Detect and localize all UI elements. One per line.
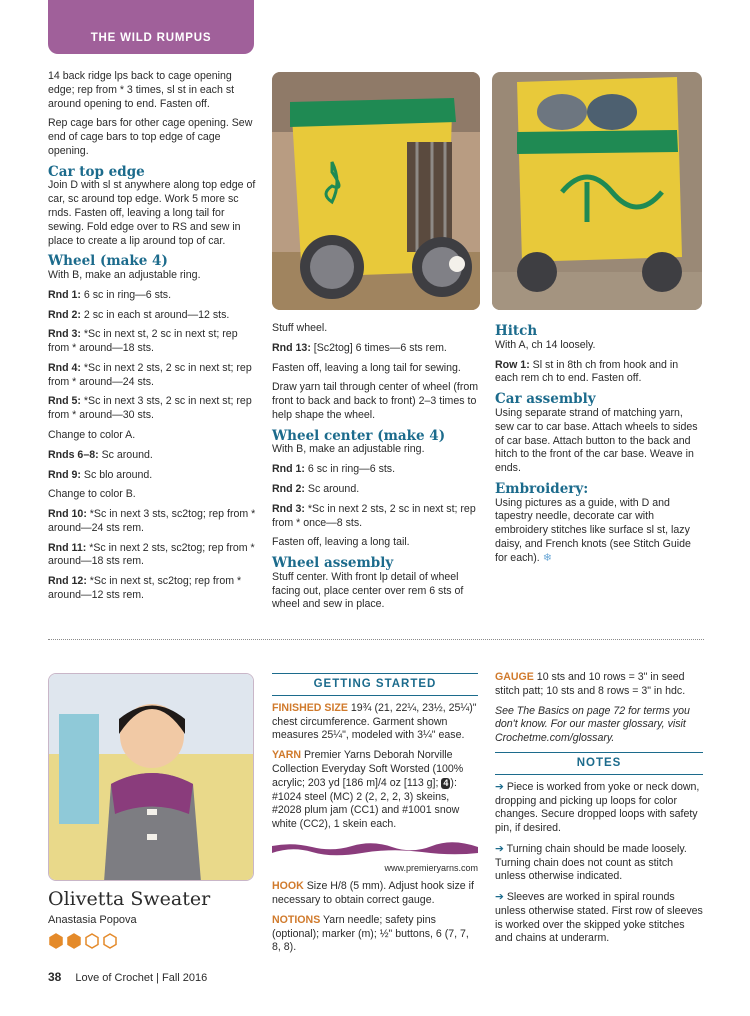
embroidery-text: Using pictures as a guide, with D and tapestry needle, decorate car with embroidery stitches like surface sl st, lazy daisy, and French knots (see Stitch Guide for each). [495,496,691,564]
wheel-round-label: Rnd 9: [48,468,81,481]
gauge-info [495,671,703,699]
skill-hex-2 [68,934,80,948]
wheel-round-text: 6 sc in ring—6 sts. [80,288,172,301]
page-number: 38 [48,970,62,984]
hook-text: Size H/8 (5 mm). Adjust hook size if necessary to obtain correct gauge. [272,880,474,907]
skill-level-icons [48,933,128,949]
wheel-round [48,469,258,483]
basics-note: See The Basics on page 72 for terms you don't know. For our master glossary, visit Crochetme.com/glossary. [495,704,690,745]
text-center-rnd-2 [272,483,482,497]
finished-size-label: FINISHED SIZE [272,701,348,714]
wheel-round [48,362,258,390]
wheel-round [48,449,258,463]
photo-car-back [492,72,702,310]
text-wheel-intro: With B, make an adjustable ring. [48,269,201,282]
center-rnd-3-text: *Sc in next 2 sts, 2 sc in next st; rep from * once—8 sts. [272,502,476,529]
section-title: THE WILD RUMPUS [90,32,212,45]
column-middle [272,322,482,618]
yarn-swatch [272,838,478,858]
finished-size-text: 19¾ (21, 22¼, 23½, 25¼)" chest circumference. Garment shown measures 25¼", modeled with 3¼" ease. [272,701,477,742]
text-center-rnd-1 [272,463,482,477]
wheel-round-label: Rnd 1: [48,288,81,301]
wheel-round-label: Rnd 12: [48,575,87,588]
text-rep-cage-bars: Rep cage bars for other cage opening. Sew end of cage bars to top edge of cage opening. [48,117,253,157]
rnd-13-label: Rnd 13: [272,341,311,354]
column-right [495,322,703,571]
car-back-illustration [492,72,702,310]
text-cage-bars: 14 back ridge lps back to cage opening edge; rep from * 3 times, sl st in each st around opening to end. Fasten off. [48,70,235,110]
gauge-text: 10 sts and 10 rows = 3" in seed stitch patt; 10 sts and 8 rows = 3" in hdc. [495,671,686,697]
text-car-assembly: Using separate strand of matching yarn, sew car to car base. Attach wheels to sides of car base. Attach button to the back and hitch to the front of the car base. Weave in ends. [495,406,698,475]
wheel-round [48,395,258,423]
wheel-round [48,575,258,603]
arrow-icon: ➔ [495,780,504,793]
note-text: Sleeves are worked in spiral rounds unless otherwise stated. First row of sleeves is worked over the skipped yoke stitches and chains at underarm. [495,891,703,945]
skill-hex-4 [104,934,116,948]
issue-date: | Fall 2016 [153,972,208,984]
wheel-round [48,309,258,323]
note-item [495,781,703,836]
wheel-round [48,488,258,502]
notions-info [272,914,478,955]
text-fasten-off: Fasten off, leaving a long tail for sewing. [272,361,461,374]
wheel-round-label: Rnd 10: [48,508,87,521]
pattern-info [48,887,254,949]
skill-hex-3 [86,934,98,948]
heading-wheel: Wheel (make 4) [48,253,168,270]
column-left [48,70,258,609]
text-center-fasten: Fasten off, leaving a long tail. [272,536,410,549]
skill-hex-1 [50,934,62,948]
yarn-url: www.premieryarns.com [384,862,478,873]
yarn-text: Premier Yarns Deborah Norville Collection Everyday Soft Worsted (100% acrylic; 203 yd [186 m]/4 oz [113 g]; [272,749,464,789]
heading-wheel-center: Wheel center (make 4) [272,427,446,444]
heading-car-top-edge: Car top edge [48,163,145,180]
hook-label: HOOK [272,880,304,893]
wheel-rounds [48,289,258,603]
heading-hitch: Hitch [495,323,538,339]
note-item [495,891,703,946]
wheel-round-label: Rnds 6–8: [48,448,99,461]
wheel-round-text: *Sc in next 3 sts, 2 sc in next st; rep from * around—30 sts. [48,395,252,422]
center-rnd-1-text: 6 sc in ring—6 sts. [304,463,396,476]
text-wheel-assembly: Stuff center. With front lp detail of wheel facing out, place center over rem 6 sts of wheel and sew in place. [272,570,464,611]
section-tab [48,0,254,54]
wheel-round-label: Rnd 2: [48,308,81,321]
wheel-round-label: Rnd 11: [48,541,87,554]
pattern-title: Olivetta Sweater [48,888,211,910]
notes-list [495,781,703,946]
page-footer [48,970,207,986]
center-rnd-2-text: Sc around. [304,482,360,495]
wheel-round [48,429,258,443]
gauge-label: GAUGE [495,671,534,683]
text-embroidery [495,497,703,566]
text-wheel-center-intro: With B, make an adjustable ring. [272,443,425,456]
wheel-round-label: Rnd 3: [48,328,81,341]
yarn-info [272,749,478,832]
text-hitch-row-1 [495,359,703,387]
center-rnd-1-label: Rnd 1: [272,463,305,476]
wheel-round-text: *Sc in next 2 sts, sc2tog; rep from * around—18 sts rem. [48,541,255,568]
notions-text: Yarn needle; safety pins (optional); marker (m); ½" buttons, 6 (7, 7, 8, 8). [272,913,469,954]
section-divider [48,639,704,640]
arrow-icon: ➔ [495,891,504,904]
wheel-round [48,508,258,536]
note-text: Piece is worked from yoke or neck down, dropping and picking up loops for color changes. Secure dropped loops with safety pin, if desired. [495,780,700,835]
text-draw-yarn: Draw yarn tail through center of wheel (from front to back and back to front) 2–3 times to help shape the wheel. [272,381,479,421]
heading-car-assembly: Car assembly [495,391,596,408]
gauge-notes [495,671,703,953]
pattern-designer: Anastasia Popova [48,913,137,926]
wheel-round-text: *Sc in next 2 sts, 2 sc in next st; rep from * around—24 sts. [48,361,252,388]
text-car-top-edge: Join D with sl st anywhere along top edge of car, sc around top edge. Work 5 more sc rnds. Fasten off, leaving a long tail for sewing. Fold edge over to RS and sew in place to create a lip around top of car. [48,179,256,247]
wheel-round-text: Change to color B. [48,488,136,501]
wheel-round-text: 2 sc in each st around—12 sts. [80,308,230,321]
text-rnd-13 [272,342,482,356]
text-stuff-wheel: Stuff wheel. [272,322,328,334]
photo-sweater-model [48,673,254,881]
wheel-round-text: Sc around. [98,448,153,461]
skill-level [48,933,254,949]
getting-started [272,673,478,961]
heading-wheel-assembly: Wheel assembly [272,555,394,572]
notes-heading: NOTES [495,752,703,775]
magazine-name: Love of Crochet [75,972,154,984]
wheel-round-text: *Sc in next st, sc2tog; rep from * around—12 sts rem. [48,575,242,601]
arrow-icon: ➔ [495,842,504,855]
rnd-13-text: [Sc2tog] 6 times—6 sts rem. [310,341,447,354]
row-1-label: Row 1: [495,358,530,371]
snowflake-icon: ❄ [542,551,552,564]
center-rnd-2-label: Rnd 2: [272,482,305,495]
center-rnd-3-label: Rnd 3: [272,502,305,515]
row-1-text: Sl st in 8th ch from hook and in each rem ch to end. Fasten off. [495,358,679,385]
wheel-round-text: Change to color A. [48,429,136,441]
hook-info [272,880,478,908]
wheel-round-text: *Sc in next st, 2 sc in next st; rep from * around—18 sts. [48,328,238,355]
heading-embroidery: Embroidery: [495,480,589,497]
sweater-model-illustration [49,674,254,881]
wheel-round [48,289,258,303]
wheel-round [48,542,258,570]
text-center-rnd-3 [272,503,482,531]
getting-started-heading: GETTING STARTED [272,673,478,696]
yarn-text-2: ): #1024 steel (MC) 2 (2, 2, 2, 3) skeins, #2028 plum jam (CC1) and #1001 snow white (CC2), 1 skein each. [272,776,460,831]
yarn-weight-icon: 4 [443,777,449,788]
wheel-round-text: *Sc in next 3 sts, sc2tog; rep from * around—24 sts rem. [48,508,256,534]
car-side-illustration [272,72,480,310]
note-text: Turning chain should be made loosely. Turning chain does not count as stitch unless otherwise indicated. [495,842,687,883]
wheel-round-label: Rnd 5: [48,395,81,408]
finished-size [272,702,478,743]
wheel-round-label: Rnd 4: [48,361,81,374]
notions-label: NOTIONS [272,913,321,926]
yarn-label: YARN [272,749,302,762]
text-hitch-intro: With A, ch 14 loosely. [495,338,596,351]
photo-car-side [272,72,480,310]
wheel-round-text: Sc blo around. [80,468,153,481]
wheel-round [48,328,258,356]
note-item [495,843,703,884]
